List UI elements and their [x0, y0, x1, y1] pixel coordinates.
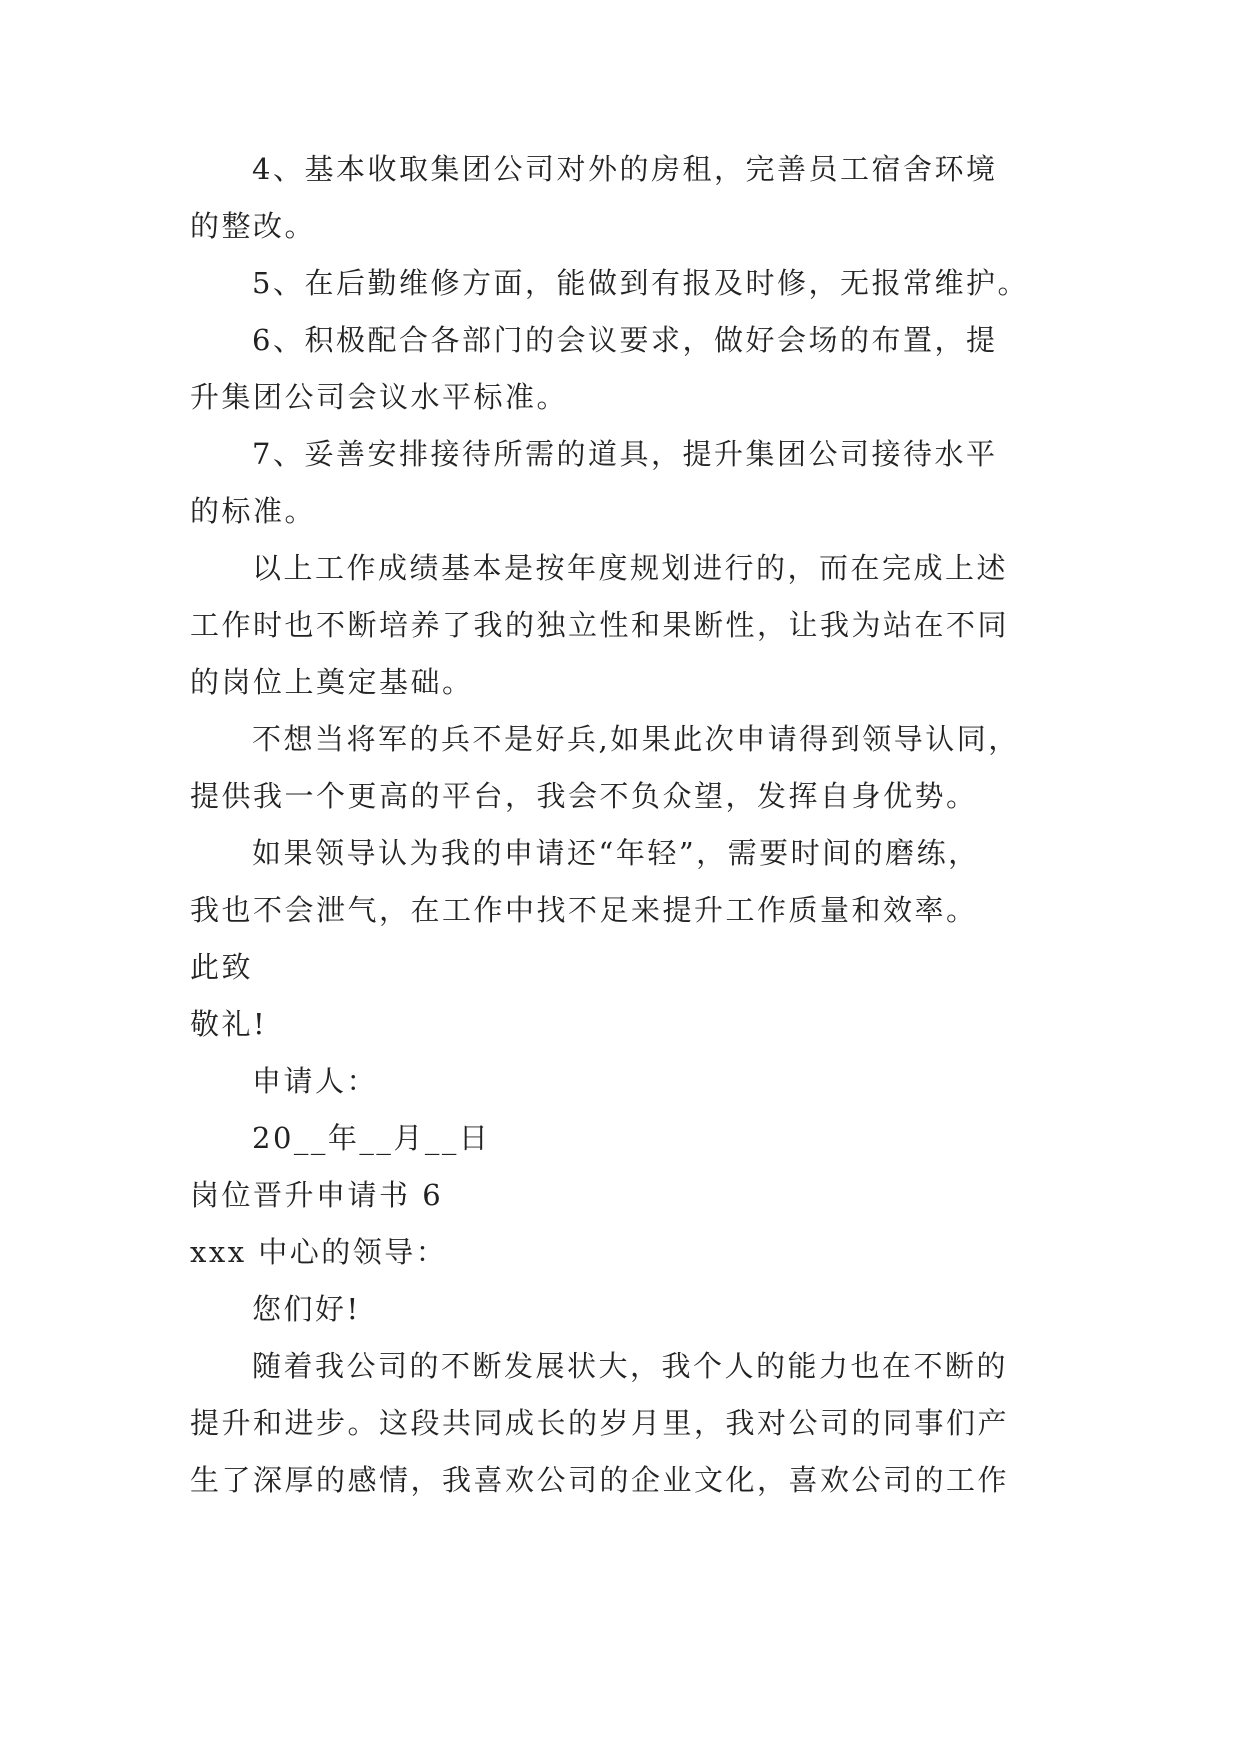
text-line: 的整改。 — [190, 209, 317, 243]
recipient-line: xxx 中心的领导： — [190, 1235, 448, 1269]
text-line: 6、积极配合各部门的会议要求，做好会场的布置，提 — [252, 323, 998, 357]
text-line: 生了深厚的感情，我喜欢公司的企业文化，喜欢公司的工作 — [190, 1463, 1010, 1497]
text-line: 7、妥善安排接待所需的道具，提升集团公司接待水平 — [252, 437, 998, 471]
text-line: 提升和进步。这段共同成长的岁月里，我对公司的同事们产 — [190, 1406, 1010, 1440]
closing-line: 此致 — [190, 950, 254, 984]
salutation-line: 敬礼! — [190, 1007, 268, 1041]
text-line: 的标准。 — [190, 494, 317, 528]
text-line: 4、基本收取集团公司对外的房租，完善员工宿舍环境 — [252, 152, 998, 186]
text-line: 的岗位上奠定基础。 — [190, 665, 474, 699]
text-line: 5、在后勤维修方面，能做到有报及时修，无报常维护。 — [252, 266, 1029, 300]
text-line: 不想当将军的兵不是好兵,如果此次申请得到领导认同， — [252, 722, 1020, 756]
text-line: 随着我公司的不断发展状大，我个人的能力也在不断的 — [252, 1349, 1009, 1383]
date-line: 20__年__月__日 — [252, 1121, 491, 1155]
section-heading: 岗位晋升申请书 6 — [190, 1178, 444, 1212]
applicant-label: 申请人： — [252, 1064, 379, 1098]
greeting-line: 您们好! — [252, 1292, 361, 1326]
text-line: 如果领导认为我的申请还“年轻”，需要时间的磨练， — [252, 836, 980, 870]
text-line: 以上工作成绩基本是按年度规划进行的，而在完成上述 — [252, 551, 1009, 585]
text-line: 我也不会泄气，在工作中找不足来提升工作质量和效率。 — [190, 893, 978, 927]
text-line: 工作时也不断培养了我的独立性和果断性，让我为站在不同 — [190, 608, 1010, 642]
text-line: 升集团公司会议水平标准。 — [190, 380, 569, 414]
text-line: 提供我一个更高的平台，我会不负众望，发挥自身优势。 — [190, 779, 978, 813]
